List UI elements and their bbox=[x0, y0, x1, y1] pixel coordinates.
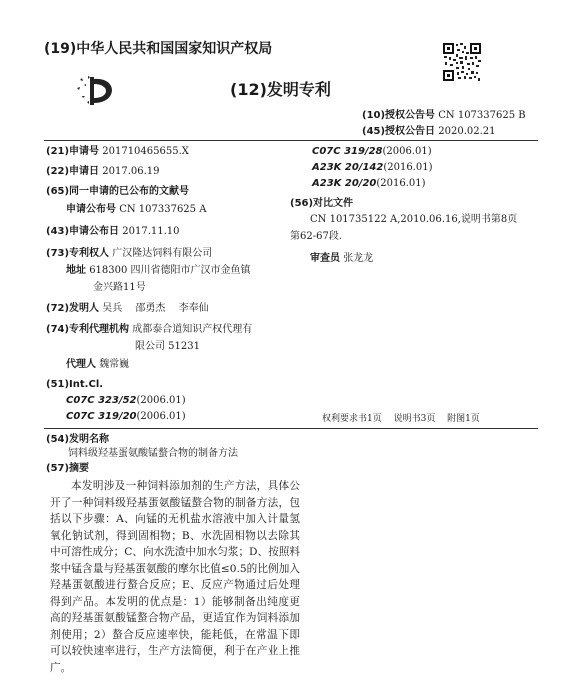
ipc-code: C07C 319/28 bbox=[312, 146, 383, 157]
cited-document-line-2: 第62-67段. bbox=[290, 231, 343, 242]
header-divider bbox=[44, 140, 538, 141]
application-publication-number bbox=[66, 203, 206, 216]
ipc-code: C07C 323/52 bbox=[66, 395, 137, 406]
ipc-entry bbox=[312, 145, 432, 158]
application-publication-number-label: 申请公布号 bbox=[66, 204, 116, 215]
address-line-2: 金兴路11号 bbox=[93, 282, 146, 293]
inventors bbox=[46, 302, 209, 315]
examiner bbox=[310, 252, 373, 265]
invention-title: 饲料级羟基蛋氨酸锰螯合物的制备方法 bbox=[68, 448, 238, 459]
publication-number-label: (10)授权公告号 bbox=[362, 110, 436, 121]
invention-title-label: (54)发明名称 bbox=[46, 434, 110, 445]
publication-date bbox=[362, 125, 496, 138]
application-date-value: 2017.06.19 bbox=[102, 166, 160, 177]
publication-date-value: 2020.02.21 bbox=[438, 126, 496, 137]
application-date-label: (22)申请日 bbox=[46, 166, 100, 177]
application-publication-date-label: (43)申请公布日 bbox=[46, 226, 120, 237]
agent bbox=[66, 358, 129, 371]
examiner-value: 张龙龙 bbox=[343, 253, 374, 264]
section-divider bbox=[44, 428, 538, 429]
abstract-label: (57)摘要 bbox=[46, 463, 90, 474]
ipc-code: A23K 20/142 bbox=[312, 162, 384, 173]
document-type: (12)发明专利 bbox=[230, 80, 331, 99]
address-line-1: 618300 四川省德阳市广汉市金鱼镇 bbox=[89, 265, 251, 276]
application-number bbox=[46, 145, 189, 158]
patentee bbox=[46, 247, 212, 260]
application-number-label: (21)申请号 bbox=[46, 146, 100, 157]
cited-document-line-1: CN 101735122 A,2010.06.16,说明书第8页 bbox=[310, 214, 518, 225]
application-publication-date-value: 2017.11.10 bbox=[122, 226, 180, 237]
agent-value: 魏常巍 bbox=[99, 359, 130, 370]
ipc-entry bbox=[66, 410, 186, 423]
publication-date-label: (45)授权公告日 bbox=[362, 126, 436, 137]
patent-agency-label: (74)专利代理机构 bbox=[46, 324, 130, 335]
ipc-version: (2006.01) bbox=[136, 411, 186, 422]
publication-number-value: CN 107337625 B bbox=[438, 110, 526, 121]
cited-documents-label: (56)对比文件 bbox=[290, 198, 354, 209]
patent-agency-line-1: 成都泰合道知识产权代理有 bbox=[132, 324, 253, 335]
application-publication-date bbox=[46, 225, 180, 238]
ipc-entry bbox=[312, 161, 432, 174]
patentee-label: (73)专利权人 bbox=[46, 248, 110, 259]
ipc-version: (2016.01) bbox=[376, 178, 426, 189]
ipc-code: A23K 20/20 bbox=[312, 178, 377, 189]
patent-agency bbox=[46, 323, 252, 336]
ipc-label: (51)Int.Cl. bbox=[46, 379, 104, 390]
examiner-label: 审查员 bbox=[310, 253, 340, 264]
ipc-version: (2006.01) bbox=[136, 395, 186, 406]
ipc-version: (2006.01) bbox=[382, 146, 432, 157]
publication-number bbox=[362, 109, 526, 122]
address bbox=[66, 264, 251, 277]
agent-label: 代理人 bbox=[66, 359, 96, 370]
application-publication-number-value: CN 107337625 A bbox=[119, 204, 207, 215]
page-count-info: 权利要求书1页 说明书3页 附图1页 bbox=[322, 414, 480, 424]
office-name: (19)中华人民共和国国家知识产权局 bbox=[44, 41, 273, 57]
ipc-code: C07C 319/20 bbox=[66, 411, 137, 422]
inventors-value: 吴兵 邵勇杰 李奉仙 bbox=[102, 303, 209, 314]
address-label: 地址 bbox=[66, 265, 86, 276]
application-date bbox=[46, 165, 160, 178]
cnipa-logo-icon bbox=[74, 72, 126, 110]
inventors-label: (72)发明人 bbox=[46, 303, 100, 314]
patentee-value: 广汉隆达饲料有限公司 bbox=[112, 248, 213, 259]
abstract-text: 本发明涉及一种饲料添加剂的生产方法，具体公开了一种饲料级羟基蛋氨酸锰螯合物的制备方法，包括以下步骤：A、向锰的无机盐水溶液中加入计量氢氧化钠试剂，得到固相物；B、水洗固相物以去除其中可溶性成分；C、向水洗渣中加水匀浆；D、按照料浆中锰含量与羟基蛋氨酸的摩尔比值≤0.5的比例加入羟基蛋氨酸进行螯合反应；E、反应产物通过后处理得到产品。本发明的优点是：1）能够制备出纯度更高的羟基蛋氨酸锰螯合物产品，更适宜作为饲料添加剂使用；2）螯合反应速率快，能耗低，在常温下即可以较快速率进行，生产方法简便，利于在产业上推广。 bbox=[50, 480, 300, 674]
patent-agency-line-2: 限公司 51231 bbox=[135, 341, 200, 352]
ipc-version: (2016.01) bbox=[383, 162, 433, 173]
ipc-entry bbox=[312, 177, 426, 190]
application-number-value: 201710465655.X bbox=[102, 146, 189, 157]
prior-publication-label: (65)同一申请的已公布的文献号 bbox=[46, 186, 190, 197]
ipc-entry bbox=[66, 394, 186, 407]
qr-code-icon bbox=[442, 42, 482, 82]
